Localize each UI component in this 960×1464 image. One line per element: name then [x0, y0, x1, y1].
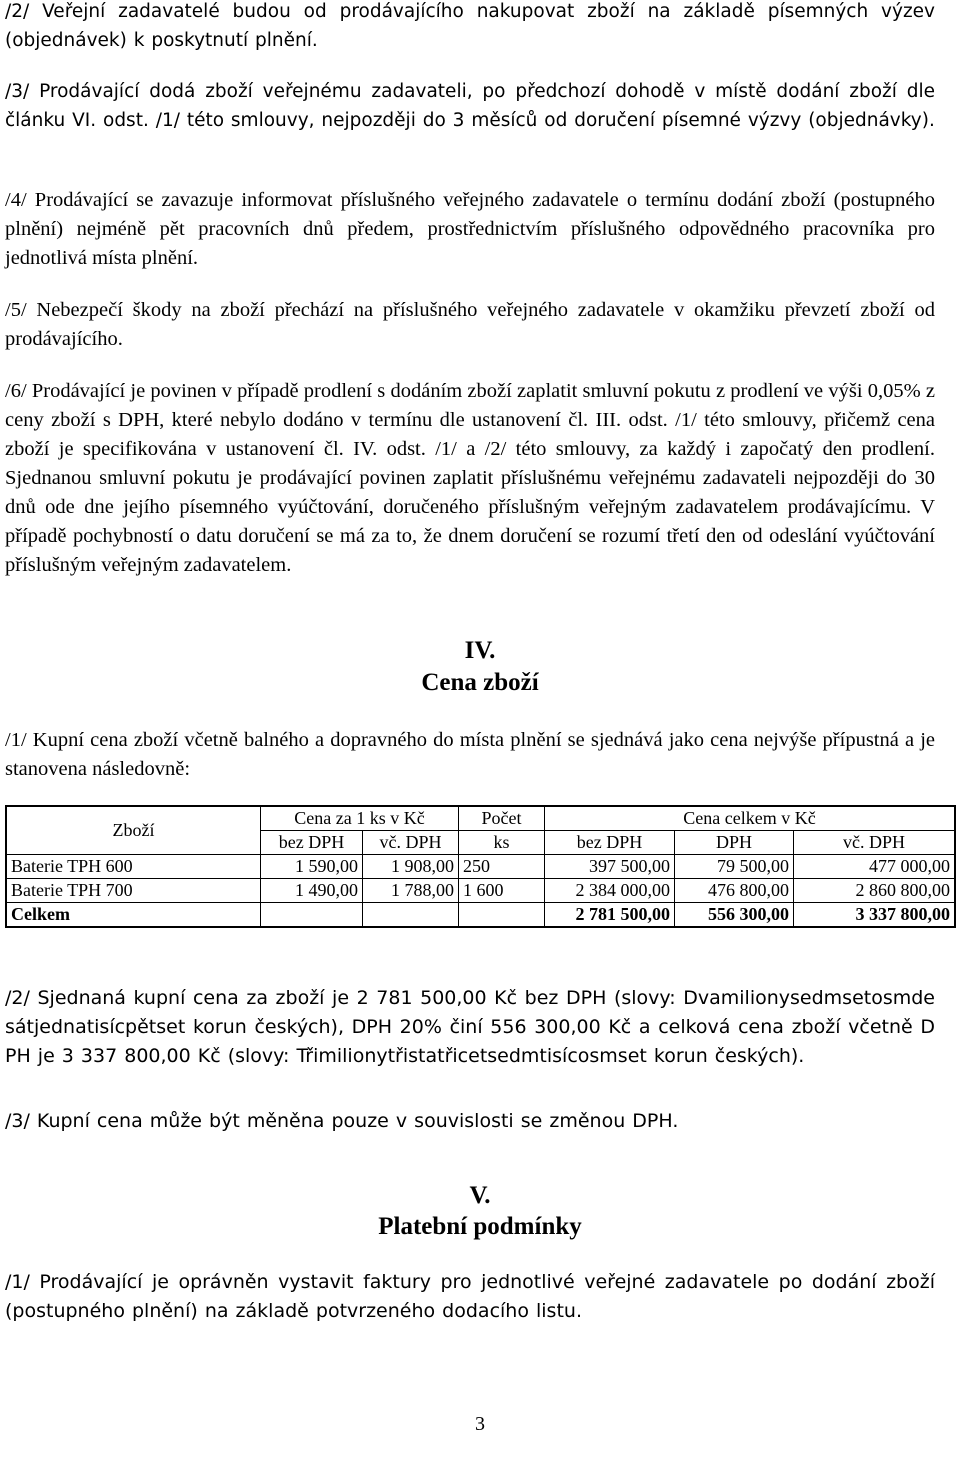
- cell-total-incl: 477 000,00: [794, 855, 956, 879]
- cell-total-incl: 2 860 800,00: [794, 879, 956, 903]
- table-total-row: [6, 903, 955, 928]
- cell-total-excl: 2 384 000,00: [545, 879, 675, 903]
- page-number: 3: [475, 1413, 485, 1435]
- section-5-paragraph-1: /1/ Prodávající je oprávněn vystavit faktury pro jednotlivé veřejné zadavatele po dodání zboží (postupného plnění) na základě potvrzeného dodacího listu.: [5, 1271, 935, 1322]
- header-item: Zboží: [6, 806, 261, 855]
- subheader-total-excl: bez DPH: [545, 831, 675, 855]
- subheader-total-incl: vč. DPH: [794, 831, 956, 855]
- header-count: Počet: [459, 806, 545, 831]
- cell-unit-excl: 1 590,00: [261, 855, 363, 879]
- cell-sum-excl: 2 781 500,00: [545, 903, 675, 928]
- section-4-title: Cena zboží: [421, 669, 539, 696]
- cell-item: Baterie TPH 700: [6, 879, 261, 903]
- paragraph-6: /6/ Prodávající je povinen v případě prodlení s dodáním zboží zaplatit smluvní pokutu z prodlení ve výši 0,05% z ceny zboží s DPH, které nebylo dodáno v termínu dle ustanovení čl. III. odst. /1/ této smlouvy, přičemž cena zboží je specifikována v ustanovení čl. IV. odst. /1/ a /2/ této smlouvy, za každý i započatý den prodlení. Sjednanou smluvní pokutu je prodávající povinen zaplatit příslušnému veřejnému zadavateli nejpozději do 30 dnů ode dne jejího písemného vyúčtování, doručeného příslušným veřejným zadavatelem prodávajícímu. V případě pochybností o datu doručení se má za to, že dnem doručení se rozumí třetí den od odeslání vyúčtování příslušným veřejným zadavatelem.: [5, 380, 935, 576]
- cell-empty: [261, 903, 363, 928]
- cell-sum-incl: 3 337 800,00: [794, 903, 956, 928]
- section-5-number: V.: [469, 1182, 491, 1209]
- subheader-ks: ks: [459, 831, 545, 855]
- paragraph-5: /5/ Nebezpečí škody na zboží přechází na příslušného veřejného zadavatele v okamžiku převzetí zboží od prodávajícího.: [5, 299, 935, 350]
- cell-total-label: Celkem: [6, 903, 261, 928]
- paragraph-3: /3/ Prodávající dodá zboží veřejnému zadavateli, po předchozí dohodě v místě dodání zboží dle článku VI. odst. /1/ této smlouvy, nejpozději do 3 měsíců od doručení písemné výzvy (objednávky).: [5, 81, 935, 131]
- subheader-unit-excl: bez DPH: [261, 831, 363, 855]
- subheader-total-dph: DPH: [675, 831, 794, 855]
- cell-empty: [459, 903, 545, 928]
- section-5-title: Platební podmínky: [378, 1213, 582, 1240]
- table-header-row: [6, 806, 955, 831]
- cell-empty: [363, 903, 459, 928]
- section-4-number: IV.: [464, 637, 496, 664]
- header-unit-price: Cena za 1 ks v Kč: [261, 806, 459, 831]
- cell-unit-incl: 1 908,00: [363, 855, 459, 879]
- cell-total-dph: 79 500,00: [675, 855, 794, 879]
- table-row: [6, 855, 955, 879]
- cell-unit-incl: 1 788,00: [363, 879, 459, 903]
- cell-sum-dph: 556 300,00: [675, 903, 794, 928]
- cell-total-excl: 397 500,00: [545, 855, 675, 879]
- cell-unit-excl: 1 490,00: [261, 879, 363, 903]
- table-row: [6, 879, 955, 903]
- section-4-paragraph-3: /3/ Kupní cena může být měněna pouze v souvislosti se změnou DPH.: [5, 1110, 679, 1132]
- paragraph-2: /2/ Veřejní zadavatelé budou od prodávajícího nakupovat zboží na základě písemných výzev (objednávek) k poskytnutí plnění.: [5, 1, 935, 51]
- cell-total-dph: 476 800,00: [675, 879, 794, 903]
- cell-count: 250: [459, 855, 545, 879]
- paragraph-4: /4/ Prodávající se zavazuje informovat příslušného veřejného zadavatele o termínu dodání zboží (postupného plnění) nejméně pět pracovních dnů předem, prostřednictvím příslušného odpovědného pracovníka pro jednotlivá místa plnění.: [5, 189, 935, 269]
- section-4-paragraph-2: /2/ Sjednaná kupní cena za zboží je 2 781 500,00 Kč bez DPH (slovy: Dvamilionysedmsetosmdesátjednatisícpětset korun českých), DPH 20% činí 556 300,00 Kč a celková cena zboží včetně DPH je 3 337 800,00 Kč (slovy: Třimilionytřistatřicetsedmtisícosmset korun českých).: [5, 987, 935, 1067]
- cell-count: 1 600: [459, 879, 545, 903]
- subheader-unit-incl: vč. DPH: [363, 831, 459, 855]
- header-total: Cena celkem v Kč: [545, 806, 956, 831]
- cell-item: Baterie TPH 600: [6, 855, 261, 879]
- price-table: [5, 805, 956, 928]
- section-4-paragraph-1: /1/ Kupní cena zboží včetně balného a dopravného do místa plnění se sjednává jako cena nejvýše přípustná a je stanovena následovně:: [5, 729, 935, 780]
